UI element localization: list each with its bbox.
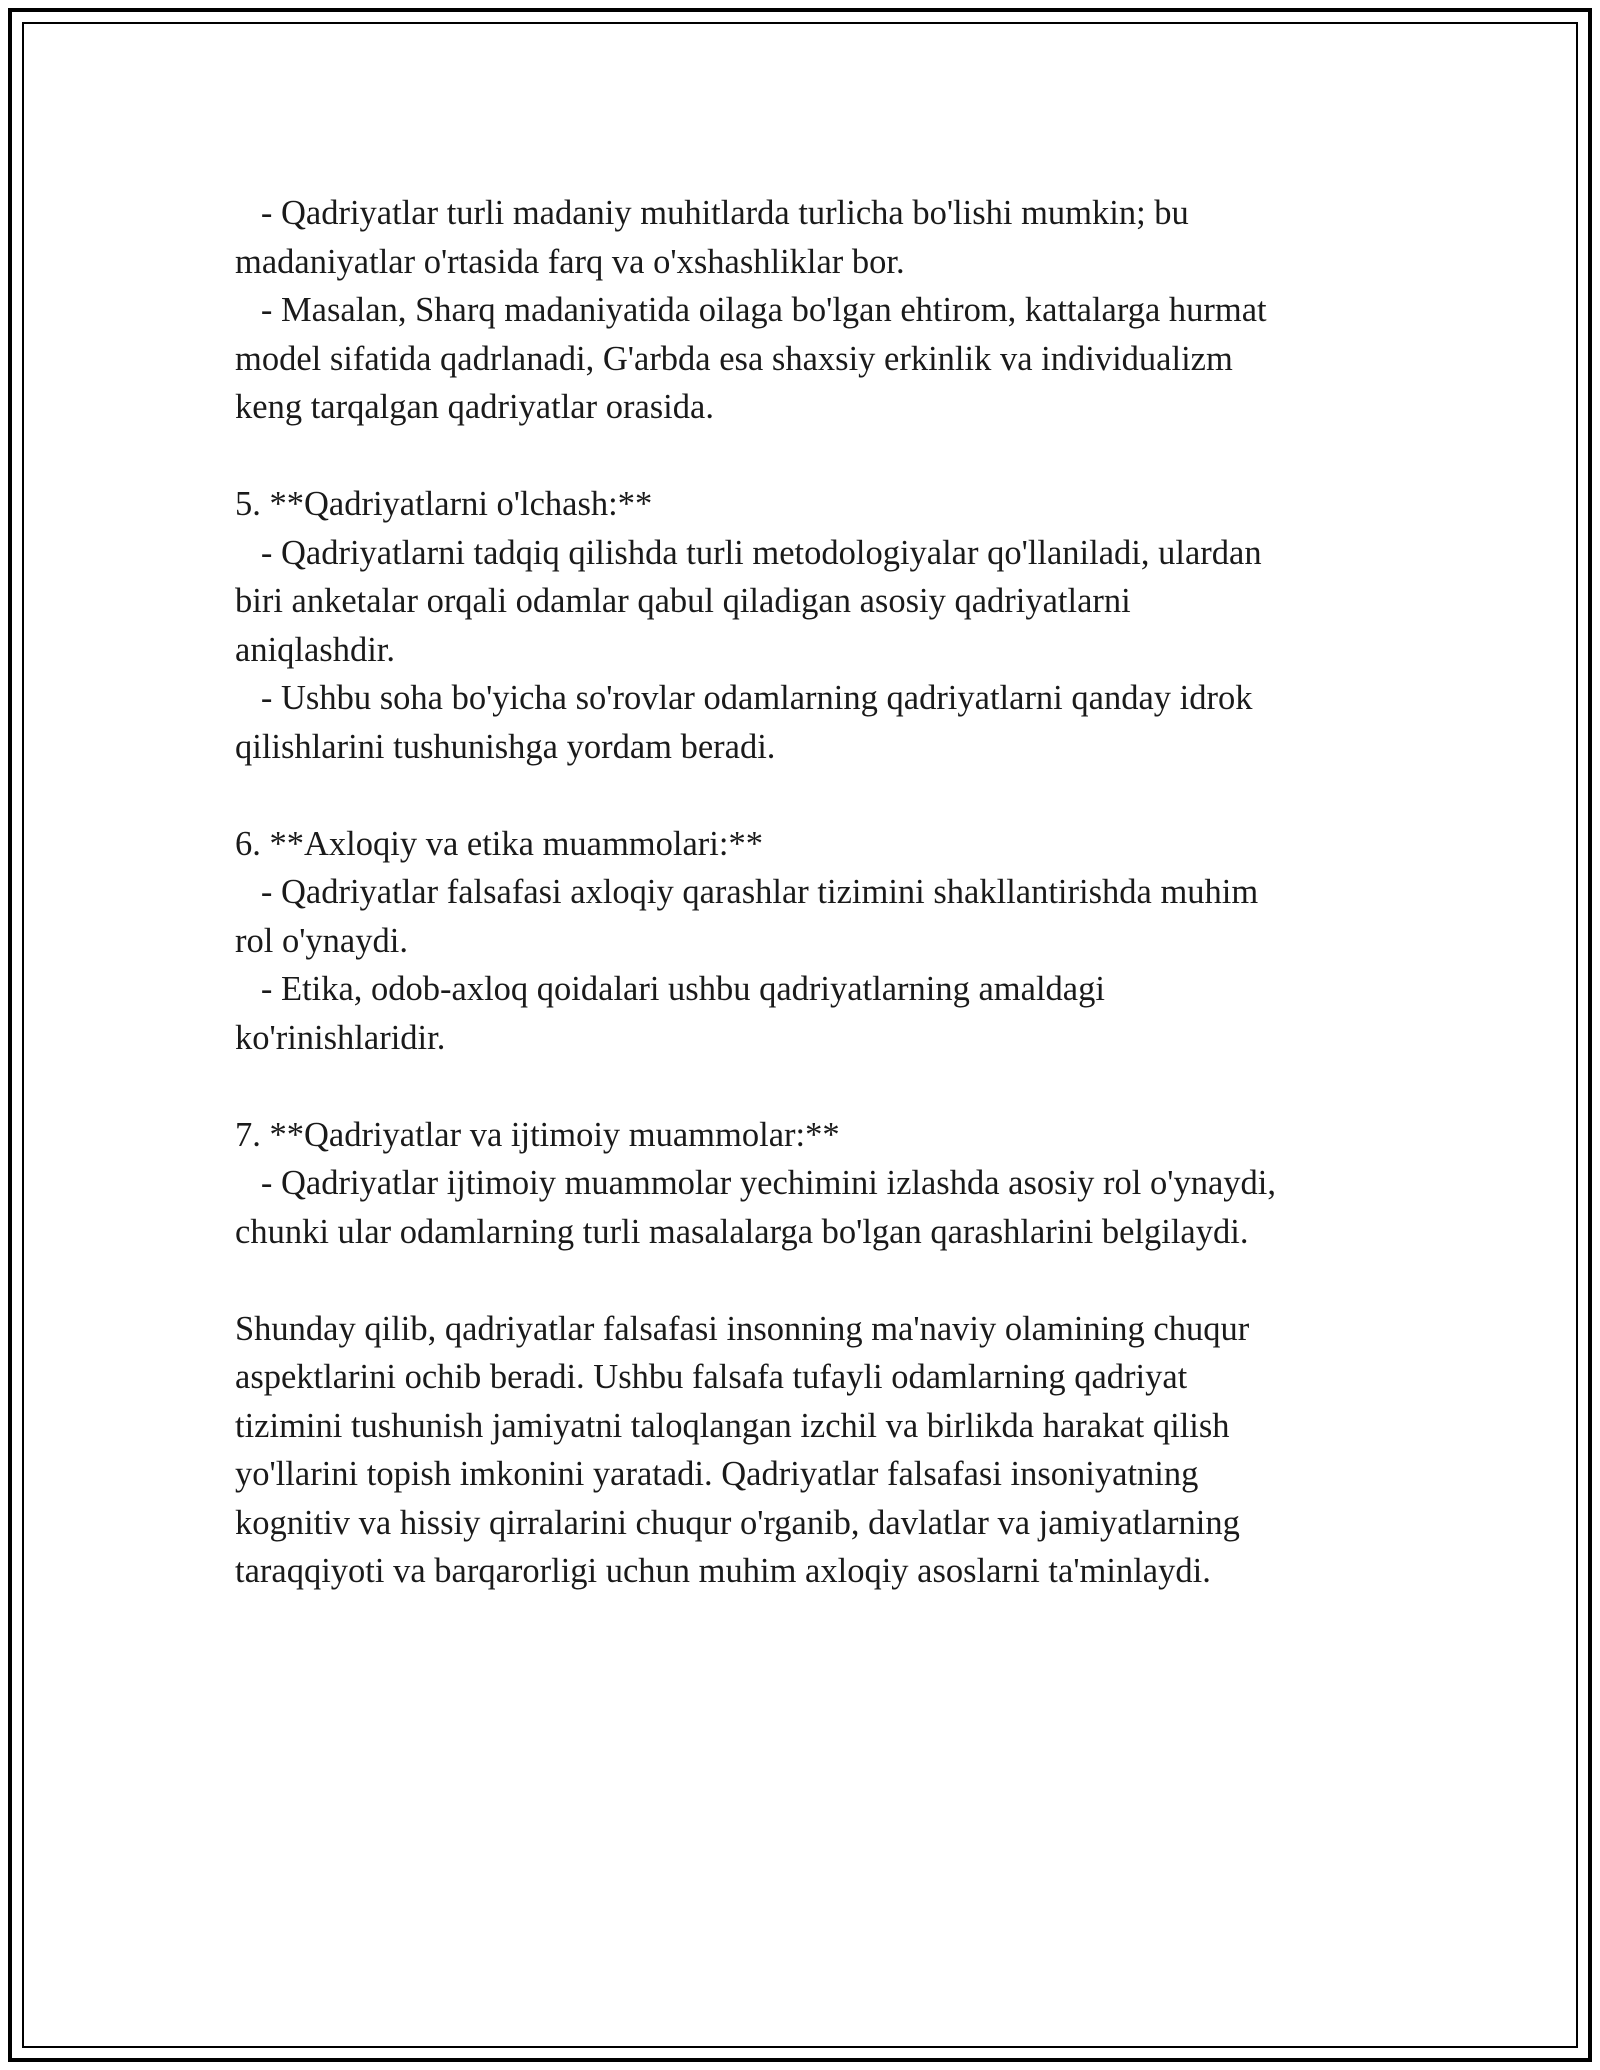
text-line: model sifatida qadrlanadi, G'arbda esa shaxsiy erkinlik va individualizm xyxy=(235,339,1233,378)
conclusion-line: yo'llarini topish imkonini yaratadi. Qadriyatlar falsafasi insoniyatning xyxy=(235,1455,1199,1493)
text-line: - Qadriyatlar ijtimoiy muammolar yechimini izlashda asosiy rol o'ynaydi, xyxy=(235,1164,1276,1202)
text-line: biri anketalar orqali odamlar qabul qiladigan asosiy qadriyatlarni xyxy=(235,582,1131,620)
conclusion-line: kognitiv va hissiy qirralarini chuqur o'rganib, davlatlar va jamiyatlarning xyxy=(235,1503,1240,1542)
section-heading: 7. **Qadriyatlar va ijtimoiy muammolar:** xyxy=(235,1115,840,1154)
text-line: keng tarqalgan qadriyatlar orasida. xyxy=(235,388,714,426)
section-heading: 6. **Axloqiy va etika muammolari:** xyxy=(235,824,763,863)
text-line: ko'rinishlaridir. xyxy=(235,1018,446,1057)
blank-line xyxy=(235,1062,1375,1111)
text-line: rol o'ynaydi. xyxy=(235,921,408,960)
text-line: - Masalan, Sharq madaniyatida oilaga bo'lgan ehtirom, kattalarga hurmat xyxy=(235,291,1267,329)
text-line: chunki ular odamlarning turli masalalarga bo'lgan qarashlarini belgilaydi. xyxy=(235,1212,1249,1251)
text-line: - Ushbu soha bo'yicha so'rovlar odamlarning qadriyatlarni qanday idrok xyxy=(235,679,1253,717)
text-line: aniqlashdir. xyxy=(235,630,396,669)
blank-line xyxy=(235,771,1375,820)
section-heading: 5. **Qadriyatlarni o'lchash:** xyxy=(235,485,653,523)
document-text xyxy=(235,189,1375,1596)
conclusion-line: Shunday qilib, qadriyatlar falsafasi insonning ma'naviy olamining chuqur xyxy=(235,1309,1250,1348)
text-line: madaniyatlar o'rtasida farq va o'xshashliklar bor. xyxy=(235,242,905,281)
conclusion-line: taraqqiyoti va barqarorligi uchun muhim axloqiy asoslarni ta'minlaydi. xyxy=(235,1552,1211,1590)
text-line: qilishlarini tushunishga yordam beradi. xyxy=(235,727,776,766)
text-line: - Qadriyatlar turli madaniy muhitlarda turlicha bo'lishi mumkin; bu xyxy=(235,194,1189,232)
conclusion-line: tizimini tushunish jamiyatni taloqlangan izchil va birlikda harakat qilish xyxy=(235,1406,1230,1445)
text-line: - Etika, odob-axloq qoidalari ushbu qadriyatlarning amaldagi xyxy=(235,970,1105,1008)
blank-line xyxy=(235,1256,1375,1305)
text-line: - Qadriyatlarni tadqiq qilishda turli metodologiyalar qo'llaniladi, ulardan xyxy=(235,533,1262,572)
text-line: - Qadriyatlar falsafasi axloqiy qarashlar tizimini shakllantirishda muhim xyxy=(235,873,1259,911)
conclusion-line: aspektlarini ochib beradi. Ushbu falsafa tufayli odamlarning qadriyat xyxy=(235,1358,1188,1396)
blank-line xyxy=(235,432,1375,481)
